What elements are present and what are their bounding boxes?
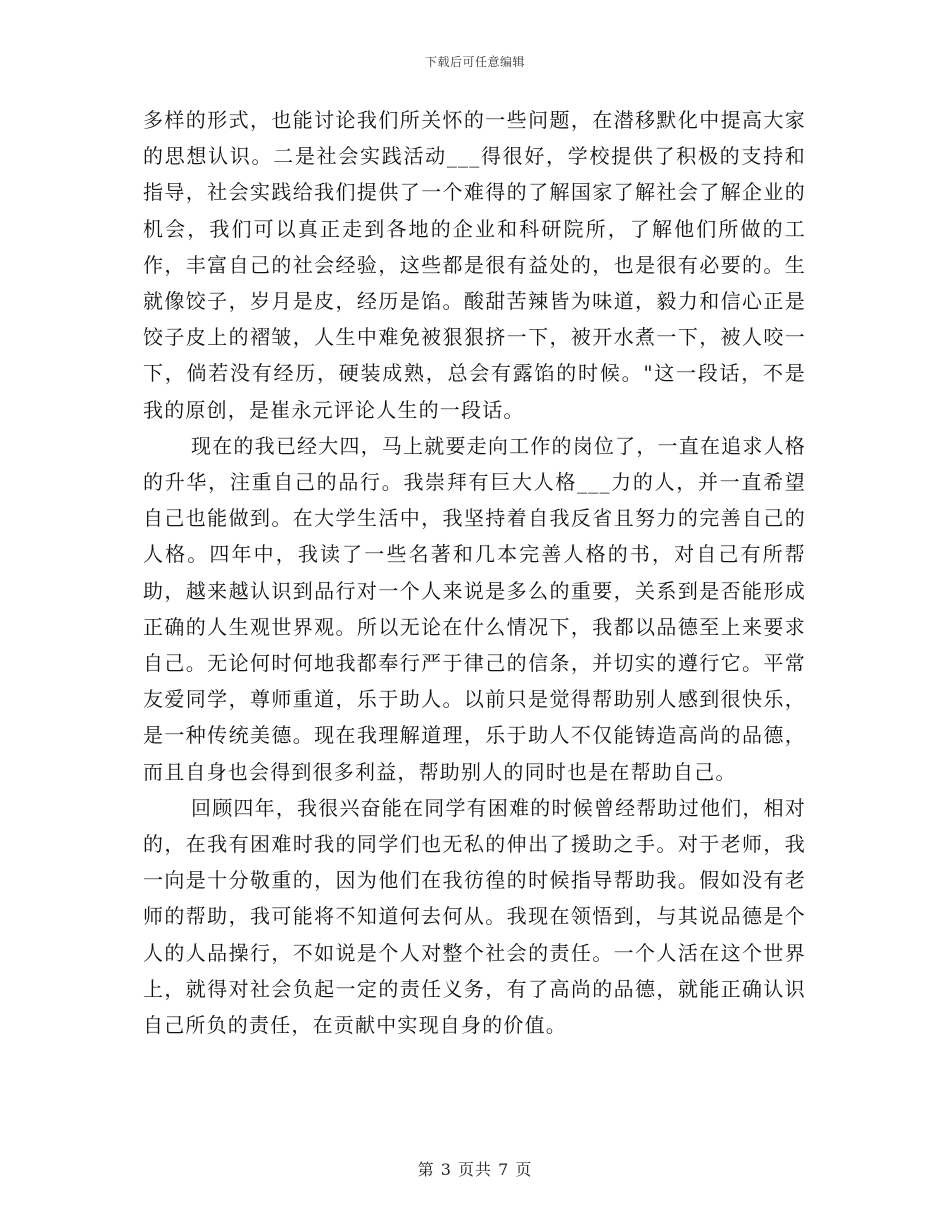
page-header: 下载后可任意编辑 (424, 55, 525, 69)
page-number: 第 3 页共 7 页 (417, 1160, 533, 1179)
paragraph-1: 多样的形式，也能讨论我们所关怀的一些问题，在潜移默化中提高大家的思想认识。二是社会实践活动___得很好，学校提供了积极的支持和指导，社会实践给我们提供了一个难得的了解国家了解社会了解企业的机会，我们可以真正走到各地的企业和科研院所，了解他们所做的工作，丰富自己的社会经验，这些都是很有益处的，也是很有必要的。生就像饺子，岁月是皮，经历是馅。酸甜苦辣皆为味道，毅力和信心正是饺子皮上的褶皱，人生中难免被狠狠挤一下，被开水煮一下，被人咬一下，倘若没有经历，硬装成熟，总会有露馅的时候。"这一段话，不是我的原创，是崔永元评论人生的一段话。 (143, 108, 806, 422)
paragraph-2: 现在的我已经大四，马上就要走向工作的岗位了，一直在追求人格的升华，注重自己的品行。我崇拜有巨大人格___力的人，并一直希望自己也能做到。在大学生活中，我坚持着自我反省且努力的完善自己的人格。四年中，我读了一些名著和几本完善人格的书，对自己有所帮助，越来越认识到品行对一个人来说是多么的重要，关系到是否能形成正确的人生观世界观。所以无论在什么情况下，我都以品德至上来要求自己。无论何时何地我都奉行严于律己的信条，并切实的遵行它。平常友爱同学，尊师重道，乐于助人。以前只是觉得帮助别人感到很快乐，是一种传统美德。现在我理解道理，乐于助人不仅能铸造高尚的品德，而且自身也会得到很多利益，帮助别人的同时也是在帮助自己。 (143, 433, 806, 784)
paragraph-3: 回顾四年，我很兴奋能在同学有困难的时候曾经帮助过他们，相对的，在我有困难时我的同学们也无私的伸出了援助之手。对于老师，我一向是十分敬重的，因为他们在我彷徨的时候指导帮助我。假如没有老师的帮助，我可能将不知道何去何从。我现在领悟到，与其说品德是个人的人品操行，不如说是个人对整个社会的责任。一个人活在这个世界上，就得对社会负起一定的责任义务，有了高尚的品德，就能正确认识自己所负的责任，在贡献中实现自身的价值。 (143, 795, 806, 1038)
body-text (143, 102, 806, 1043)
